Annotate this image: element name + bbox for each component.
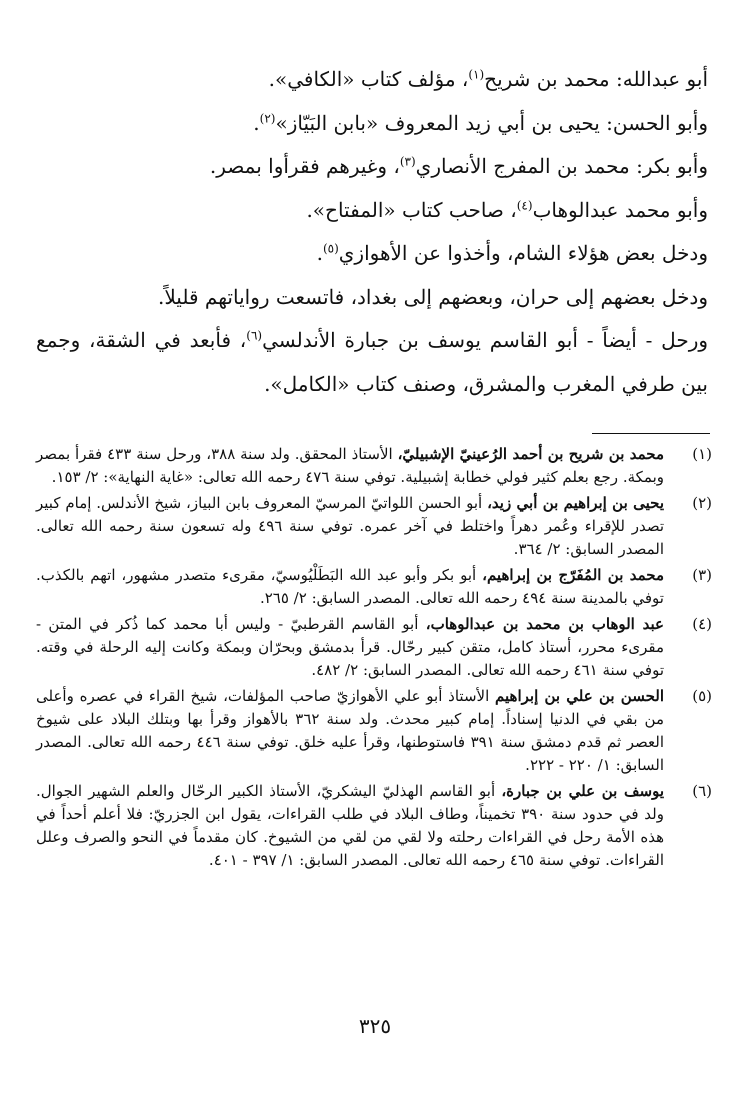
footnote-ref: (٦) xyxy=(246,328,263,343)
footnote xyxy=(36,780,712,872)
footnote-number: (٦) xyxy=(692,782,712,800)
footnote xyxy=(36,492,712,561)
footnote-name: محمد بن المُفَرّج بن إبراهيم، xyxy=(482,566,665,584)
footnote-number: (٤) xyxy=(692,615,712,633)
footnote-number: (٥) xyxy=(692,687,712,705)
main-paragraph: ودخل بعض هؤلاء الشام، وأخذوا عن الأهوازي$^{(٥)}$. xyxy=(316,241,708,265)
footnote-name: يوسف بن علي بن جبارة، xyxy=(501,782,664,800)
main-paragraph: وأبو محمد عبدالوهاب$^{(٤)}$، صاحب كتاب «المفتاح». xyxy=(306,197,708,222)
footnote-text: يوسف بن علي بن جبارة، أبو القاسم الهذليّ اليشكريّ، الأستاذ الكبير الرحّال والعلم الشهير الجوال. ولد في حدود سنة ٣٩٠ تخميناً، وطاف البلاد في طلب القراءات، يقول ابن الجزريّ: فلا أعلم أحداً في هذه الأمة رحل في القراءات رحلته ولا لقي من لقي من الشيوخ. كان مقدماً في النحو والصرف وعلل القراءات. توفي سنة ٤٦٥ رحمه الله تعالى. المصدر السابق: ١/ ٣٩٧ - ٤٠١. xyxy=(36,782,664,869)
footnote-separator xyxy=(592,433,710,434)
footnote-text: عبد الوهاب بن محمد بن عبدالوهاب، أبو القاسم القرطبيّ - وليس أبا محمد كما ذُكر في المتن - مقرىء محرر، أستاذ كامل، متقن كبير رحّال. قرأ بدمشق وبحرّان وبمكة وكانت إليه الرحلة في وقته. توفي سنة ٤٦١ رحمه الله تعالى. المصدر السابق: ٢/ ٤٨٢. xyxy=(36,615,665,679)
footnote-text: محمد بن المُفَرّج بن إبراهيم، أبو بكر وأبو عبد الله البَطَلْيُوسيّ، مقرىء متصدر مشهور، اتهم بالكذب. توفي بالمدينة سنة ٤٩٤ رحمه الله تعالى. المصدر السابق: ٢/ ٢٦٥. xyxy=(36,566,665,607)
footnotes xyxy=(36,443,712,875)
footnote-ref: (٢) xyxy=(259,110,276,125)
footnote-number: (٢) xyxy=(692,494,712,512)
main-paragraph: أبو عبدالله: محمد بن شريح$^{(١)}$، مؤلف كتاب «الكافي». xyxy=(268,67,708,91)
footnote-ref: (٥) xyxy=(322,241,339,256)
main-paragraph: وأبو بكر: محمد بن المفرج الأنصاري$^{(٣)}$، وغيرهم فقرأوا بمصر. xyxy=(209,154,708,178)
footnote xyxy=(36,685,712,777)
footnote-number: (٣) xyxy=(692,566,712,584)
page-number: ٣٢٥ xyxy=(358,1014,392,1038)
footnote xyxy=(36,443,712,489)
footnote-name: الحسن بن علي بن إبراهيم xyxy=(495,687,664,705)
footnote-text: محمد بن شريح بن أحمد الرُعينيّ الإشبيليّ، الأستاذ المحقق. ولد سنة ٣٨٨، ورحل سنة ٤٣٣ فقرأ بمصر وبمكة. رجع بعلم كثير فولي خطابة إشبيلية. توفي سنة ٤٧٦ رحمه الله تعالى: «غاية النهاية»: ٢/ ١٥٣. xyxy=(36,445,664,486)
main-paragraph: ورحل - أيضاً - أبو القاسم يوسف بن جبارة الأندلسي$^{(٦)}$، فأبعد في الشقة، وجمع بين طرفي المغرب والمشرق، وصنف كتاب «الكامل». xyxy=(36,328,709,396)
footnote-ref: (٤) xyxy=(516,197,533,212)
footnote-text: يحيى بن إبراهيم بن أبي زيد، أبو الحسن اللواتيّ المرسيّ المعروف بابن البياز، شيخ الأندلس. إمام كبير تصدر للإقراء وعُمر دهراً واختلط في آخر عمره. توفي سنة ٤٩٦ وله تسعون سنة رحمه الله تعالى. المصدر السابق: ٢/ ٣٦٤. xyxy=(36,494,665,558)
main-paragraph: ودخل بعضهم إلى حران، وبعضهم إلى بغداد، فاتسعت رواياتهم قليلاً. xyxy=(158,284,708,309)
footnote-name: يحيى بن إبراهيم بن أبي زيد، xyxy=(487,494,664,512)
footnote-name: عبد الوهاب بن محمد بن عبدالوهاب، xyxy=(425,615,665,633)
footnote xyxy=(36,613,712,682)
main-paragraph: وأبو الحسن: يحيى بن أبي زيد المعروف «بابن البَيّاز»$^{(٢)}$. xyxy=(253,110,708,135)
main-text xyxy=(36,58,708,406)
footnote-ref: (١) xyxy=(468,67,485,82)
footnote xyxy=(36,564,712,610)
footnote-ref: (٣) xyxy=(399,154,416,169)
footnote-name: محمد بن شريح بن أحمد الرُعينيّ الإشبيليّ، xyxy=(397,445,664,463)
footnote-text: الحسن بن علي بن إبراهيم الأستاذ أبو علي الأهوازيّ صاحب المؤلفات، شيخ القراء في عصره وأعلى من بقي في الدنيا إسناداً. إمام كبير محدث. ولد سنة ٣٦٢ بالأهواز وقرأ بها وبتلك البلاد على شيوخ العصر ثم قدم دمشق سنة ٣٩١ فاستوطنها، وقرأ عليه خلق. توفي سنة ٤٤٦ رحمه الله تعالى. المصدر السابق: ١/ ٢٢٠ - ٢٢٢. xyxy=(36,687,664,774)
footnote-number: (١) xyxy=(692,445,712,463)
